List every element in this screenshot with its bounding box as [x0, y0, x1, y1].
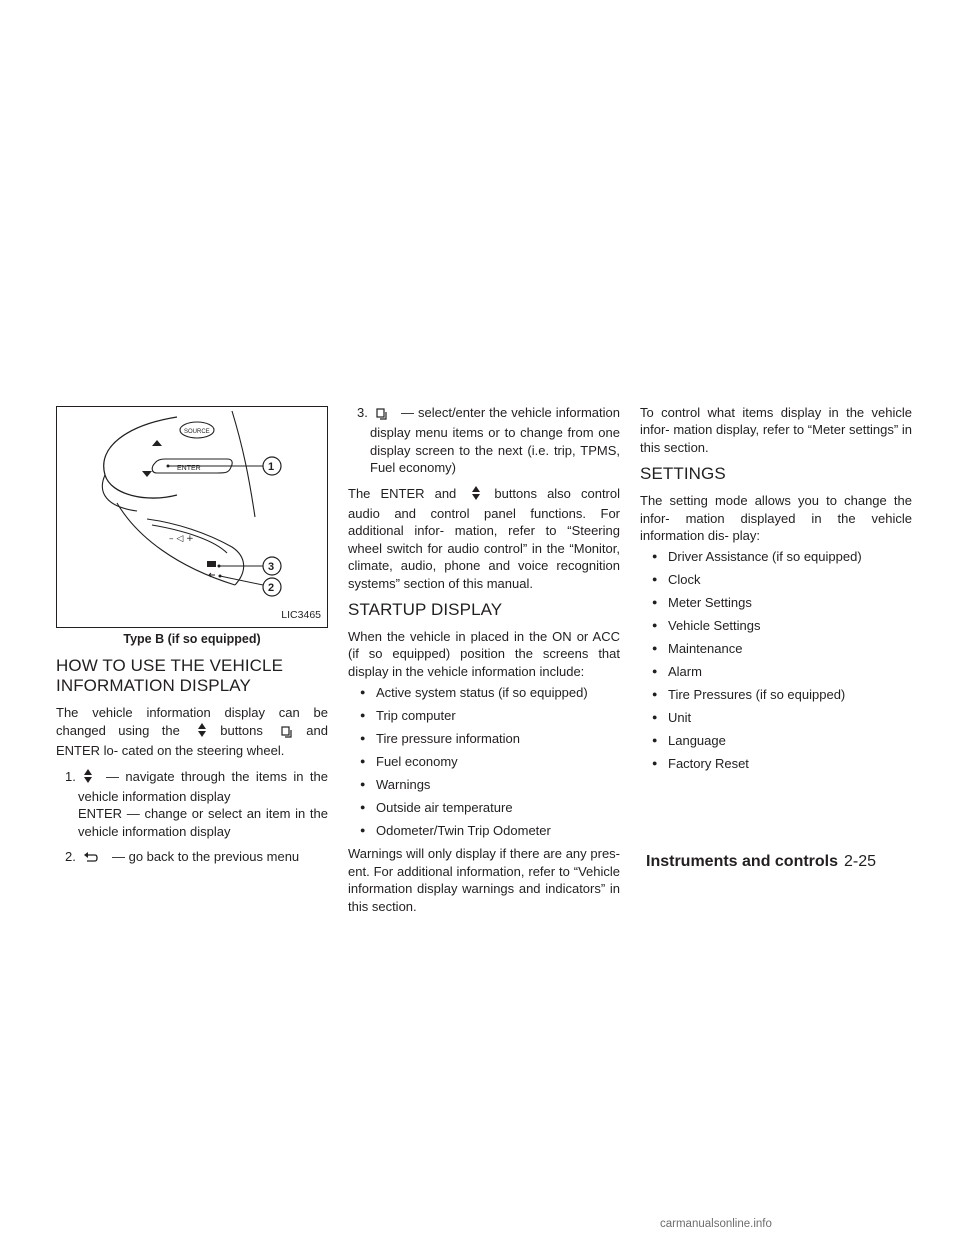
- watermark: carmanualsonline.info: [660, 1218, 772, 1230]
- column-left: [56, 406, 328, 869]
- callout-3: 3: [268, 561, 275, 573]
- section-heading-startup: STARTUP DISPLAY: [348, 600, 503, 620]
- list-item: ● Clock: [640, 571, 912, 588]
- figure-caption: Type B (if so equipped): [123, 632, 261, 646]
- list-item: ● Alarm: [640, 663, 912, 680]
- list-item: ● Factory Reset: [640, 755, 912, 772]
- steering-switch-figure: [56, 406, 328, 628]
- callout-2: 2: [268, 582, 275, 594]
- back-arrow-icon: [84, 851, 98, 868]
- list-item: ● Tire Pressures (if so equipped): [640, 686, 912, 703]
- figure-code: LIC3465: [281, 608, 321, 621]
- source-key-label: SOURCE: [184, 429, 210, 435]
- intro-paragraph: The vehicle information display can be changed using the buttons and ENTER lo- cated on the steering wheel.: [56, 705, 328, 759]
- list-item: ● Meter Settings: [640, 594, 912, 611]
- list-item: ● Warnings: [348, 776, 620, 793]
- startup-items-list: [348, 684, 620, 839]
- list-item: ● Active system status (if so equipped): [348, 684, 620, 701]
- list-item: ● Maintenance: [640, 640, 912, 657]
- up-down-arrows-icon: [84, 768, 92, 788]
- audio-control-paragraph: The ENTER and buttons also control audio and control panel functions. For additional infor- mation, refer to “Steering wheel switch for audio control” in the “Monitor, climate, audio, phone and voice recognition systems” section of this manual.: [348, 485, 620, 591]
- list-item: ● Unit: [640, 709, 912, 726]
- callout-1: 1: [268, 461, 275, 473]
- settings-intro: The setting mode allows you to change the infor- mation displayed in the vehicle information dis- play:: [640, 493, 912, 544]
- list-item: ● Tire pressure information: [348, 730, 620, 747]
- list-item-back: 2. — go back to the previous menu: [56, 848, 328, 868]
- warnings-note: Warnings will only display if there are any pres- ent. For additional information, refer to “Vehicle information display warnings and indicators” in this section.: [348, 846, 620, 914]
- section-heading-settings: SETTINGS: [640, 464, 726, 484]
- list-item: ● Odometer/Twin Trip Odometer: [348, 822, 620, 839]
- page-footer: [646, 853, 910, 871]
- list-item: ● Fuel economy: [348, 753, 620, 770]
- up-down-arrows-icon: [472, 485, 480, 505]
- list-item-navigate: 1. — navigate through the items in the vehicle information display ENTER — change or select an item in the vehicle information display: [65, 768, 328, 839]
- footer-section-title: Instruments and controls: [646, 853, 839, 870]
- list-item: ● Trip computer: [348, 707, 620, 724]
- up-down-arrows-icon: [198, 722, 206, 742]
- steering-switch-illustration: [57, 407, 326, 626]
- enter-key-label: ENTER: [177, 465, 201, 472]
- display-select-icon: [376, 407, 387, 424]
- display-select-icon: [281, 725, 292, 742]
- column-middle: [348, 404, 620, 915]
- list-item: ● Vehicle Settings: [640, 617, 912, 634]
- column-right: [640, 404, 912, 778]
- meter-settings-paragraph: To control what items display in the vehicle infor- mation display, refer to “Meter settings” in this section.: [640, 405, 912, 455]
- svg-text:– ◁ +: – ◁ +: [169, 534, 194, 544]
- startup-intro: When the vehicle in placed in the ON or ACC (if so equipped) position the screens that display in the vehicle information include:: [348, 629, 620, 679]
- list-item: ● Outside air temperature: [348, 799, 620, 816]
- settings-items-list: [640, 548, 912, 772]
- list-item-select: 3. — select/enter the vehicle information display menu items or to change from one display screen to the next (i.e. trip, TPMS, Fuel economy): [357, 405, 620, 476]
- page-number: 2-25: [844, 853, 877, 870]
- list-item: ● Driver Assistance (if so equipped): [640, 548, 912, 565]
- section-heading-how-to-use: HOW TO USE THE VEHICLE INFORMATION DISPLAY: [56, 656, 284, 696]
- list-item: ● Language: [640, 732, 912, 749]
